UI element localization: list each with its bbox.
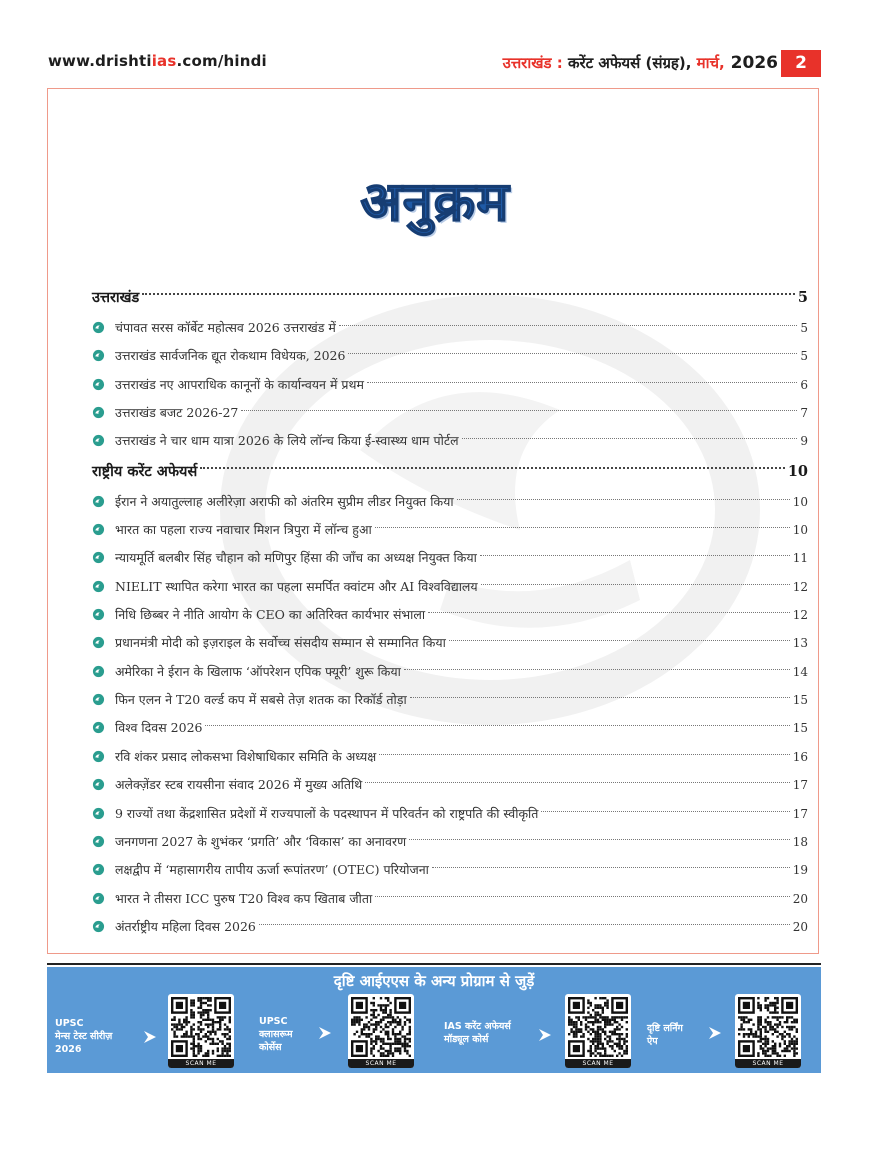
toc-entry-page: 12	[792, 608, 808, 623]
qr-card[interactable]	[348, 994, 414, 1068]
program-label-line: मेन्स टेस्ट सीरीज़	[55, 1031, 113, 1042]
toc-entry-title: प्रधानमंत्री मोदी को इज़राइल के सर्वोच्च संसदीय सम्मान से सम्मानित किया	[115, 635, 446, 651]
toc-entry[interactable]	[92, 714, 808, 742]
toc-entry[interactable]	[92, 573, 808, 601]
toc-entry-title: अलेक्ज़ेंडर स्टब रायसीना संवाद 2026 में मुख्य अतिथि	[115, 777, 363, 793]
toc-entry-title: उत्तराखंड ने चार धाम यात्रा 2026 के लिये लॉन्च किया ई-स्वास्थ्य धाम पोर्टल	[115, 433, 459, 449]
toc-entry-title: उत्तराखंड बजट 2026-27	[115, 405, 239, 421]
teal-swirl-icon	[92, 636, 105, 649]
chevron-right-icon	[537, 1027, 553, 1043]
toc-section-heading[interactable]	[92, 282, 808, 314]
toc-entry-title: विश्व दिवस 2026	[115, 720, 203, 736]
toc-entry-page: 7	[800, 406, 808, 421]
site-url[interactable]	[48, 52, 267, 70]
toc-section-page: 10	[787, 462, 808, 480]
url-highlight: ias	[151, 52, 177, 70]
toc-entry-title: रवि शंकर प्रसाद लोकसभा विशेषाधिकार समिति के अध्यक्ष	[115, 748, 377, 764]
dot-leader	[480, 555, 790, 556]
teal-swirl-icon	[92, 321, 105, 334]
teal-swirl-icon	[92, 608, 105, 621]
toc-entry-page: 15	[792, 693, 808, 708]
programs-banner	[47, 967, 821, 1073]
dot-leader	[339, 325, 798, 326]
toc-entry-title: ईरान ने अयातुल्लाह अलीरेज़ा अराफी को अंतरिम सुप्रीम लीडर नियुक्त किया	[115, 493, 454, 509]
qr-card[interactable]	[565, 994, 631, 1068]
toc-entry[interactable]	[92, 800, 808, 828]
program-label	[647, 1022, 683, 1048]
toc-entry-title: फिन एलन ने T20 वर्ल्ड कप में सबसे तेज़ शतक का रिकॉर्ड तोड़ा	[115, 692, 407, 708]
toc-entry[interactable]	[92, 342, 808, 370]
toc-entry-title: NIELIT स्थापित करेगा भारत का पहला समर्पित क्वांटम और AI विश्वविद्यालय	[115, 578, 478, 594]
toc-entry-title: अमेरिका ने ईरान के खिलाफ ‘ऑपरेशन एपिक फ्यूरी’ शुरू किया	[115, 663, 401, 679]
dot-leader	[375, 896, 789, 897]
teal-swirl-icon	[92, 349, 105, 362]
toc-entry-page: 19	[792, 863, 808, 878]
teal-swirl-icon	[92, 892, 105, 905]
program-label-line: दृष्टि लर्निंग	[647, 1023, 683, 1034]
toc-entry[interactable]	[92, 856, 808, 884]
chevron-right-icon	[142, 1029, 158, 1045]
toc-entry-title: चंपावत सरस कॉर्बेट महोत्सव 2026 उत्तराखंड में	[115, 320, 336, 335]
program-label-line: UPSC	[55, 1018, 84, 1029]
toc-entry-page: 17	[792, 806, 808, 821]
teal-swirl-icon	[92, 406, 105, 419]
toc-entry[interactable]	[92, 828, 808, 856]
toc-entry-page: 12	[792, 579, 808, 594]
dot-leader	[365, 782, 789, 783]
url-prefix: www.drishti	[48, 52, 152, 70]
header-year: 2026	[724, 53, 778, 73]
header-title	[503, 53, 778, 73]
toc-entry-page: 20	[792, 891, 808, 906]
toc-entry-page: 20	[792, 919, 808, 934]
qr-card[interactable]	[735, 994, 801, 1068]
page-number: 2	[781, 50, 821, 77]
dot-leader	[457, 499, 790, 500]
dot-leader	[348, 353, 797, 354]
program-label	[55, 1017, 112, 1056]
toc-entry[interactable]	[92, 427, 808, 455]
teal-swirl-icon	[92, 807, 105, 820]
teal-swirl-icon	[92, 551, 105, 564]
qr-code-icon	[568, 997, 628, 1057]
teal-swirl-icon	[92, 835, 105, 848]
page-title: अनुक्रम	[360, 170, 510, 233]
chevron-right-icon	[707, 1025, 723, 1041]
url-suffix: .com/hindi	[176, 52, 267, 70]
toc-entry[interactable]	[92, 371, 808, 399]
toc-entry-page: 6	[800, 377, 808, 392]
program-label-line: UPSC	[259, 1016, 288, 1027]
header-month: मार्च,	[696, 54, 725, 72]
dot-leader	[404, 669, 790, 670]
dot-leader	[259, 924, 790, 925]
toc-entry-title: जनगणना 2027 के शुभंकर ‘प्रगति’ और ‘विकास’ का अनावरण	[115, 833, 407, 849]
toc-section-title: राष्ट्रीय करेंट अफेयर्स	[92, 462, 198, 480]
scan-me-label: SCAN ME	[735, 1059, 801, 1068]
toc-entry-page: 17	[792, 778, 808, 793]
teal-swirl-icon	[92, 378, 105, 391]
toc-entry-page: 5	[800, 349, 808, 364]
toc-entry[interactable]	[92, 629, 808, 657]
toc-entry[interactable]	[92, 913, 808, 941]
toc-entry[interactable]	[92, 601, 808, 629]
header-doc-title: करेंट अफेयर्स (संग्रह),	[562, 54, 697, 72]
dot-leader	[241, 410, 797, 411]
toc-entry[interactable]	[92, 488, 808, 516]
teal-swirl-icon	[92, 693, 105, 706]
toc-entry-page: 16	[792, 749, 808, 764]
toc-entry[interactable]	[92, 743, 808, 771]
toc-entry-title: लक्षद्वीप में ‘महासागरीय तापीय ऊर्जा रूपांतरण’ (OTEC) परियोजना	[115, 862, 429, 878]
toc-entry-title: भारत ने तीसरा ICC पुरुष T20 विश्व कप खिताब जीता	[115, 890, 373, 906]
dot-leader	[481, 584, 790, 585]
teal-swirl-icon	[92, 750, 105, 763]
qr-code-icon	[738, 997, 798, 1057]
dot-leader	[409, 839, 790, 840]
toc-entry[interactable]	[92, 314, 808, 342]
qr-code-icon	[351, 997, 411, 1057]
toc-entry[interactable]	[92, 399, 808, 427]
toc-entry-title: न्यायमूर्ति बलबीर सिंह चौहान को मणिपुर हिंसा की जाँच का अध्यक्ष नियुक्त किया	[115, 550, 477, 566]
scan-me-label: SCAN ME	[565, 1059, 631, 1068]
dot-leader	[428, 612, 790, 613]
dot-leader	[200, 467, 785, 469]
program-label-line: IAS करेंट अफेयर्स	[444, 1021, 511, 1032]
qr-code-icon	[171, 997, 231, 1057]
scan-me-label: SCAN ME	[168, 1059, 234, 1068]
toc-entry[interactable]	[92, 771, 808, 799]
dot-leader	[205, 725, 789, 726]
teal-swirl-icon	[92, 665, 105, 678]
toc-entry-page: 13	[792, 636, 808, 651]
program-label-line: क्लासरूम	[259, 1029, 293, 1040]
program-label-line: 2026	[55, 1044, 82, 1055]
teal-swirl-icon	[92, 778, 105, 791]
teal-swirl-icon	[92, 523, 105, 536]
chevron-right-icon	[317, 1025, 333, 1041]
dot-leader	[449, 640, 790, 641]
toc-entry[interactable]	[92, 516, 808, 544]
toc-entry-page: 5	[800, 321, 808, 335]
teal-swirl-icon	[92, 920, 105, 933]
banner-title: दृष्टि आईएएस के अन्य प्रोग्राम से जुड़ें	[333, 972, 535, 990]
toc-entry-page: 10	[792, 494, 808, 509]
toc-entry-page: 15	[792, 721, 808, 736]
scan-me-label: SCAN ME	[348, 1059, 414, 1068]
toc-entry-title: निधि छिब्बर ने नीति आयोग के CEO का अतिरिक्त कार्यभार संभाला	[115, 607, 426, 623]
toc-entry-page: 18	[792, 834, 808, 849]
header-state: उत्तराखंड :	[502, 54, 563, 72]
toc-entry[interactable]	[92, 658, 808, 686]
toc-section-title: उत्तराखंड	[92, 289, 140, 306]
teal-swirl-icon	[92, 434, 105, 447]
dot-leader	[367, 382, 797, 383]
teal-swirl-icon	[92, 721, 105, 734]
toc-entry-title: उत्तराखंड सार्वजनिक द्यूत रोकथाम विधेयक, 2026	[115, 348, 346, 364]
program-label-line: ऐप	[647, 1036, 658, 1047]
dot-leader	[142, 293, 795, 295]
toc-section-heading[interactable]	[92, 456, 808, 488]
page-header	[0, 0, 870, 86]
toc-entry-page: 14	[792, 664, 808, 679]
teal-swirl-icon	[92, 495, 105, 508]
teal-swirl-icon	[92, 863, 105, 876]
program-label	[444, 1020, 511, 1046]
toc-entry[interactable]	[92, 686, 808, 714]
qr-card[interactable]	[168, 994, 234, 1068]
dot-leader	[541, 811, 789, 812]
toc-section-page: 5	[797, 289, 808, 306]
toc-entry[interactable]	[92, 544, 808, 572]
banner-divider	[47, 963, 821, 965]
toc-entry-page: 10	[792, 523, 808, 538]
toc-entry-title: अंतर्राष्ट्रीय महिला दिवस 2026	[115, 918, 256, 934]
dot-leader	[379, 754, 790, 755]
toc-entry[interactable]	[92, 885, 808, 913]
dot-leader	[432, 867, 790, 868]
dot-leader	[410, 697, 790, 698]
program-label	[259, 1015, 293, 1054]
teal-swirl-icon	[92, 580, 105, 593]
toc-entry-title: उत्तराखंड नए आपराधिक कानूनों के कार्यान्वयन में प्रथम	[115, 376, 364, 392]
toc-entry-title: 9 राज्यों तथा केंद्रशासित प्रदेशों में राज्यपालों के पदस्थापन में परिवर्तन को राष्ट्रपति की स्वीकृति	[115, 805, 539, 821]
program-label-line: मॉड्यूल कोर्स	[444, 1034, 489, 1045]
dot-leader	[462, 438, 798, 439]
program-label-line: कोर्सेस	[259, 1042, 282, 1053]
toc-entry-page: 9	[800, 434, 808, 449]
table-of-contents	[92, 282, 808, 941]
toc-entry-title: भारत का पहला राज्य नवाचार मिशन त्रिपुरा में लॉन्च हुआ	[115, 522, 372, 538]
dot-leader	[375, 527, 790, 528]
toc-entry-page: 11	[792, 551, 808, 566]
